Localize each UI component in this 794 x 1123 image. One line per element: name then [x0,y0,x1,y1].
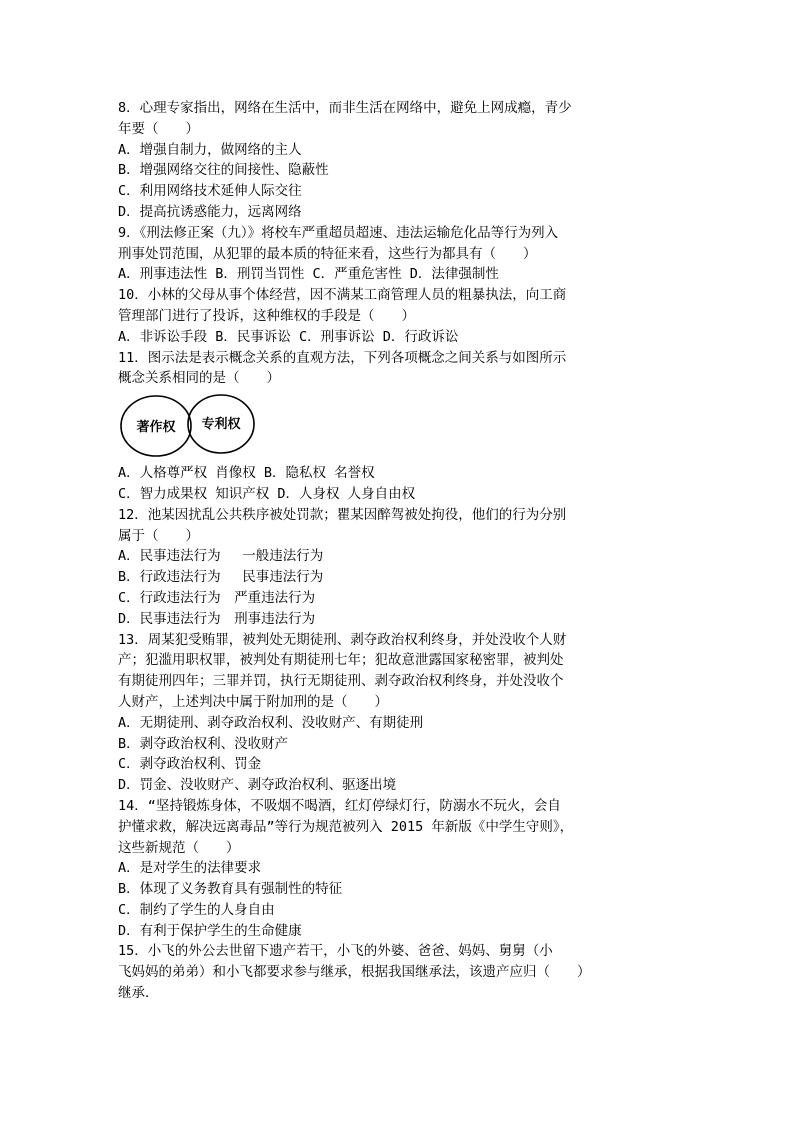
answer-option: A．民事违法行为 一般违法行为 [118,548,324,565]
question-stem-line: 护懂求救，解决远离毒品”等行为规范被列入 2015 年新版《中学生守则》， [118,818,574,835]
answer-option: B．体现了义务教育具有强制性的特征 [118,881,343,898]
question-stem-line: 概念关系相同的是（ ） [118,370,280,387]
question-stem-line: 14．“坚持锻炼身体，不吸烟不喝酒，红灯停绿灯行，防溺水不玩火，会自 [118,797,561,814]
right-circle-label: 专利权 [201,417,241,433]
answer-option: C．行政违法行为 严重违法行为 [118,589,316,606]
question-12 [118,505,678,630]
question-stem-line: 继承． [118,985,159,1002]
question-stem-line: 9．《刑法修正案（九）》将校车严重超员超速、违法运输危化品等行为列入 [118,224,559,241]
question-10 [118,285,678,347]
answer-option: A．增强自制力，做网络的主人 [118,141,302,158]
question-14 [118,796,678,942]
answer-option: C．智力成果权 知识产权 D．人身权 人身自由权 [118,485,416,502]
answer-option: C．制约了学生的人身自由 [118,901,275,918]
question-stem-line: 10．小林的父母从事个体经营，因不满某工商管理人员的粗暴执法，向工商 [118,287,567,304]
question-stem-line: 属于（ ） [118,527,199,544]
question-list [118,98,678,1004]
question-stem-line: 飞妈妈的弟弟）和小飞都要求参与继承，根据我国继承法，该遗产应归（ ） [118,964,591,981]
question-stem-line: 这些新规范（ ） [118,839,240,856]
question-8 [118,98,678,223]
answer-option: B．行政违法行为 民事违法行为 [118,569,324,586]
answer-option: A．是对学生的法律要求 [118,860,262,877]
answer-option: A．人格尊严权 肖像权 B．隐私权 名誉权 [118,465,375,482]
question-stem-line: 管理部门进行了投诉，这种维权的手段是（ ） [118,307,415,324]
question-stem-line: 有期徒刑四年；三罪并罚，执行无期徒刑、剥夺政治权利终身，并处没收个 [118,673,564,690]
answer-option: D．提高抗诱惑能力，远离网络 [118,203,302,220]
question-stem-line: 12．池某因扰乱公共秩序被处罚款；瞿某因醉驾被处拘役，他们的行为分别 [118,506,567,523]
answer-option: D．民事违法行为 刑事违法行为 [118,610,316,627]
venn-diagram [118,389,678,463]
question-15 [118,941,678,1003]
answer-option: C．利用网络技术延伸人际交往 [118,183,302,200]
question-stem-line: 13．周某犯受贿罪，被判处无期徒刑、剥夺政治权利终身，并处没收个人财 [118,631,567,648]
question-stem-line: 8．心理专家指出，网络在生活中，而非生活在网络中，避免上网成瘾，青少 [118,100,572,116]
question-11 [118,348,678,505]
question-stem-line: 刑事处罚范围，从犯罪的最本质的特征来看，这些行为都具有（ ） [118,245,537,262]
question-9 [118,223,678,285]
answer-option: D．罚金、没收财产、剥夺政治权利、驱逐出境 [118,777,397,794]
answer-option: A．无期徒刑、剥夺政治权利、没收财产、有期徒刑 [118,714,424,731]
left-circle-label: 著作权 [136,420,176,436]
question-stem-line: 人财产，上述判决中属于附加刑的是（ ） [118,693,388,710]
venn-diagram-svg [118,393,263,459]
question-stem-line: 产；犯滥用职权罪，被判处有期徒刑七年；犯故意泄露国家秘密罪，被判处 [118,652,564,669]
answer-option: A．刑事违法性 B．刑罚当罚性 C．严重危害性 D．法律强制性 [118,266,499,283]
answer-option: D．有利于保护学生的生命健康 [118,922,302,939]
answer-option: A．非诉讼手段 B．民事诉讼 C．刑事诉讼 D．行政诉讼 [118,328,459,345]
answer-option: C．剥夺政治权利、罚金 [118,756,262,773]
question-stem-line: 15．小飞的外公去世留下遗产若干，小飞的外婆、爸爸、妈妈、舅舅（小 [118,943,553,960]
answer-option: B．增强网络交往的间接性、隐蔽性 [118,162,329,179]
answer-option: B．剥夺政治权利、没收财产 [118,735,289,752]
question-13 [118,630,678,796]
question-stem-line: 11．图示法是表示概念关系的直观方法，下列各项概念之间关系与如图所示 [118,349,567,366]
question-stem-line: 年要（ ） [118,120,199,137]
